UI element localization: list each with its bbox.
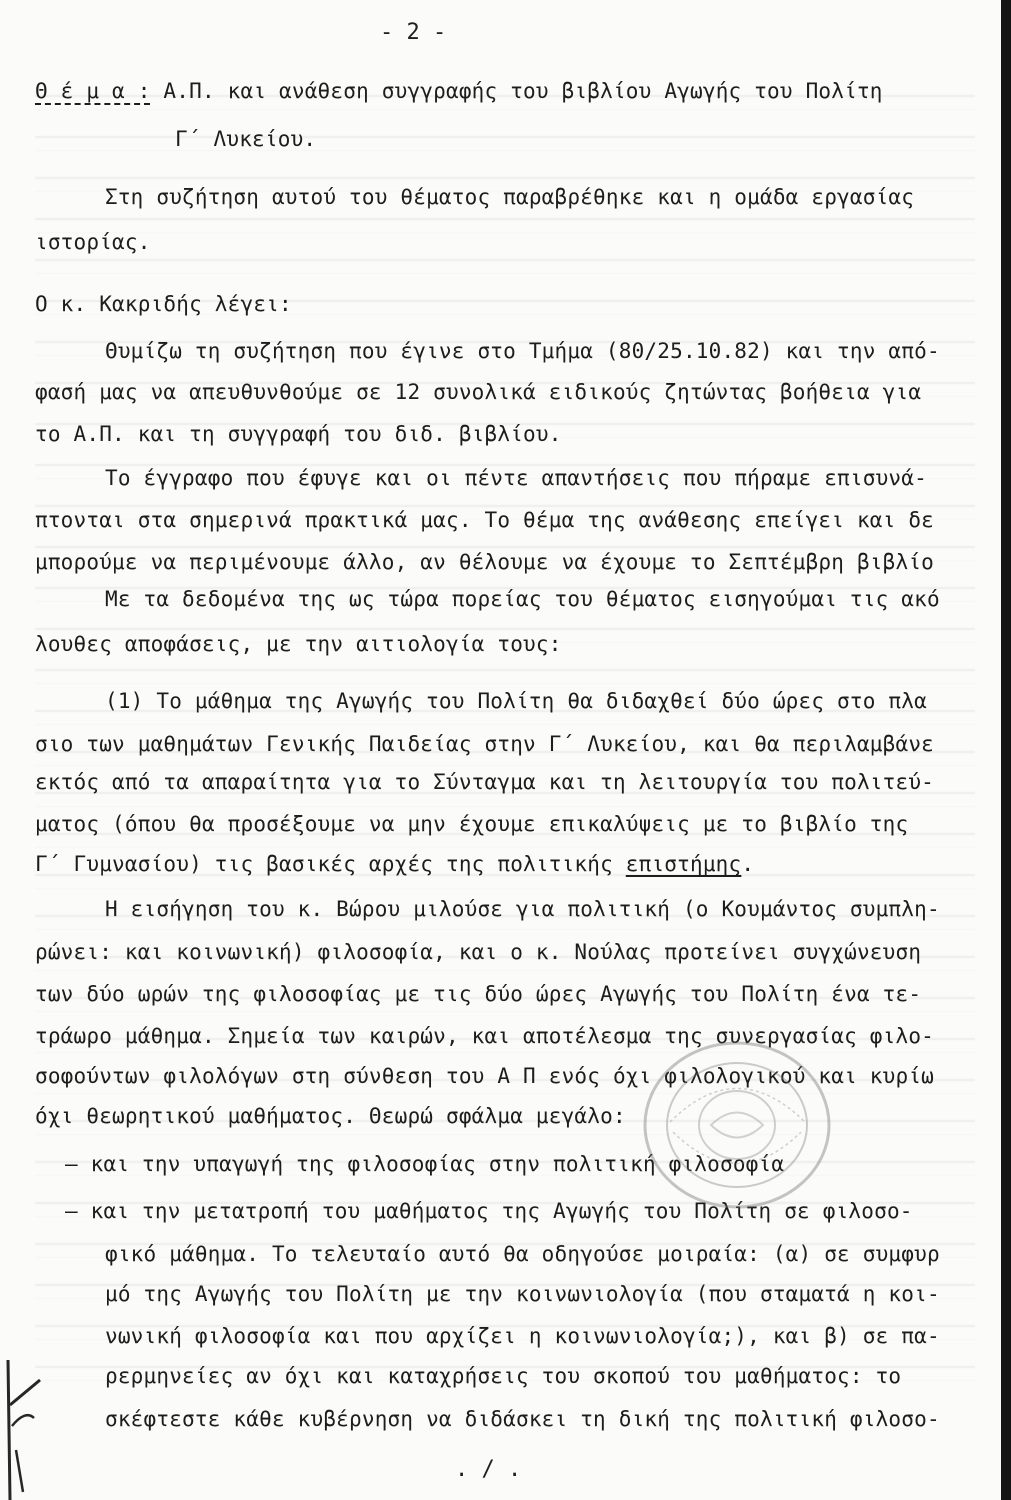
- topic-continuation: Γ΄ Λυκείου.: [175, 127, 317, 151]
- paragraph-line: σοφούντων φιλολόγων στη σύνθεση του Α Π ενός όχι φιλολογικού και κυρίω: [35, 1064, 935, 1088]
- paragraph-line: Θυμίζω τη συζήτηση που έγινε στο Τμήμα (80/25.10.82) και την από-: [105, 339, 940, 363]
- bullet-item-continuation: σκέφτεστε κάθε κυβέρνηση να διδάσκει τη δική της πολιτική φιλοσο-: [105, 1407, 940, 1431]
- page-number: - 2 -: [380, 20, 447, 45]
- continuation-mark: . / .: [455, 1457, 522, 1482]
- scan-edge: [1001, 0, 1011, 1500]
- official-seal-stamp: [635, 1030, 840, 1220]
- paragraph-fragment: .: [741, 852, 755, 876]
- speaker-line: Ο κ. Κακριδής λέγει:: [35, 292, 292, 316]
- paragraph-line: όχι θεωρητικού μαθήματος. Θεωρώ σφάλμα μεγάλο:: [35, 1104, 626, 1128]
- underlined-word: επιστήμης: [625, 852, 742, 876]
- paragraph-line: σιο των μαθημάτων Γενικής Παιδείας στην Γ΄ Λυκείου, και θα περιλαμβάνε: [35, 732, 935, 756]
- paragraph-line: μπορούμε να περιμένουμε άλλο, αν θέλουμε να έχουμε το Σεπτέμβρη βιβλίο: [35, 550, 935, 574]
- bullet-item-continuation: μό της Αγωγής του Πολίτη με την κοινωνιολογία (που σταματά η κοι-: [105, 1282, 940, 1306]
- bullet-item: – και την μετατροπή του μαθήματος της Αγωγής του Πολίτη σε φιλοσο-: [65, 1199, 913, 1223]
- paragraph-line: τράωρο μάθημα. Σημεία των καιρών, και αποτέλεσμα της συνεργασίας φιλο-: [35, 1024, 935, 1048]
- bullet-item-continuation: ρερμηνείες αν όχι και καταχρήσεις του σκοπού του μαθήματος: το: [105, 1364, 902, 1388]
- paragraph-line: Το έγγραφο που έφυγε και οι πέντε απαντήσεις που πήραμε επισυνά-: [105, 466, 927, 490]
- paragraph-fragment: Γ΄ Γυμνασίου) τις βασικές αρχές της πολιτικής: [35, 852, 626, 876]
- paragraph-line: λουθες αποφάσεις, με την αιτιολογία τους:: [35, 632, 562, 656]
- paragraph-line: Η εισήγηση του κ. Βώρου μιλούσε για πολιτική (ο Κουμάντος συμπλη-: [105, 897, 940, 921]
- bullet-item-continuation: νωνική φιλοσοφία και που αρχίζει η κοινωνιολογία;), και β) σε πα-: [105, 1324, 940, 1348]
- paragraph-line: πτονται στα σημερινά πρακτικά μας. Το θέμα της ανάθεσης επείγει και δε: [35, 508, 935, 532]
- bullet-item-continuation: φικό μάθημα. Το τελευταίο αυτό θα οδηγούσε μοιραία: (α) σε συμφυρ: [105, 1242, 940, 1266]
- paragraph-line: Με τα δεδομένα της ως τώρα πορείας του θέματος εισηγούμαι τις ακό: [105, 587, 940, 611]
- paragraph-line: των δύο ωρών της φιλοσοφίας με τις δύο ώρες Αγωγής του Πολίτη ένα τε-: [35, 982, 922, 1006]
- paragraph-line: ματος (όπου θα προσέξουμε να μην έχουμε επικαλύψεις με το βιβλίο της: [35, 812, 909, 836]
- topic-text: Α.Π. και ανάθεση συγγραφής του βιβλίου Αγωγής του Πολίτη: [150, 79, 883, 103]
- paragraph-line: [35, 850, 975, 878]
- paragraph-line: Στη συζήτηση αυτού του θέματος παραβρέθηκε και η ομάδα εργασίας: [105, 185, 915, 209]
- bullet-item: – και την υπαγωγή της φιλοσοφίας στην πολιτική φιλοσοφία: [65, 1152, 785, 1176]
- margin-signature: [0, 1360, 45, 1500]
- paragraph-line: (1) Το μάθημα της Αγωγής του Πολίτη θα διδαχθεί δύο ώρες στο πλα: [105, 689, 927, 713]
- topic-line: [35, 77, 975, 105]
- paragraph-line: εκτός από τα απαραίτητα για το Σύνταγμα και τη λειτουργία του πολιτεύ-: [35, 770, 935, 794]
- paragraph-line: ιστορίας.: [35, 230, 151, 254]
- paragraph-line: ρώνει: και κοινωνική) φιλοσοφία, και ο κ. Νούλας προτείνει συγχώνευση: [35, 940, 922, 964]
- paragraph-line: φασή μας να απευθυνθούμε σε 12 συνολικά ειδικούς ζητώντας βοήθεια για: [35, 380, 922, 404]
- paragraph-line: το Α.Π. και τη συγγραφή του διδ. βιβλίου.: [35, 422, 562, 446]
- topic-label: Θ έ μ α :: [35, 79, 151, 103]
